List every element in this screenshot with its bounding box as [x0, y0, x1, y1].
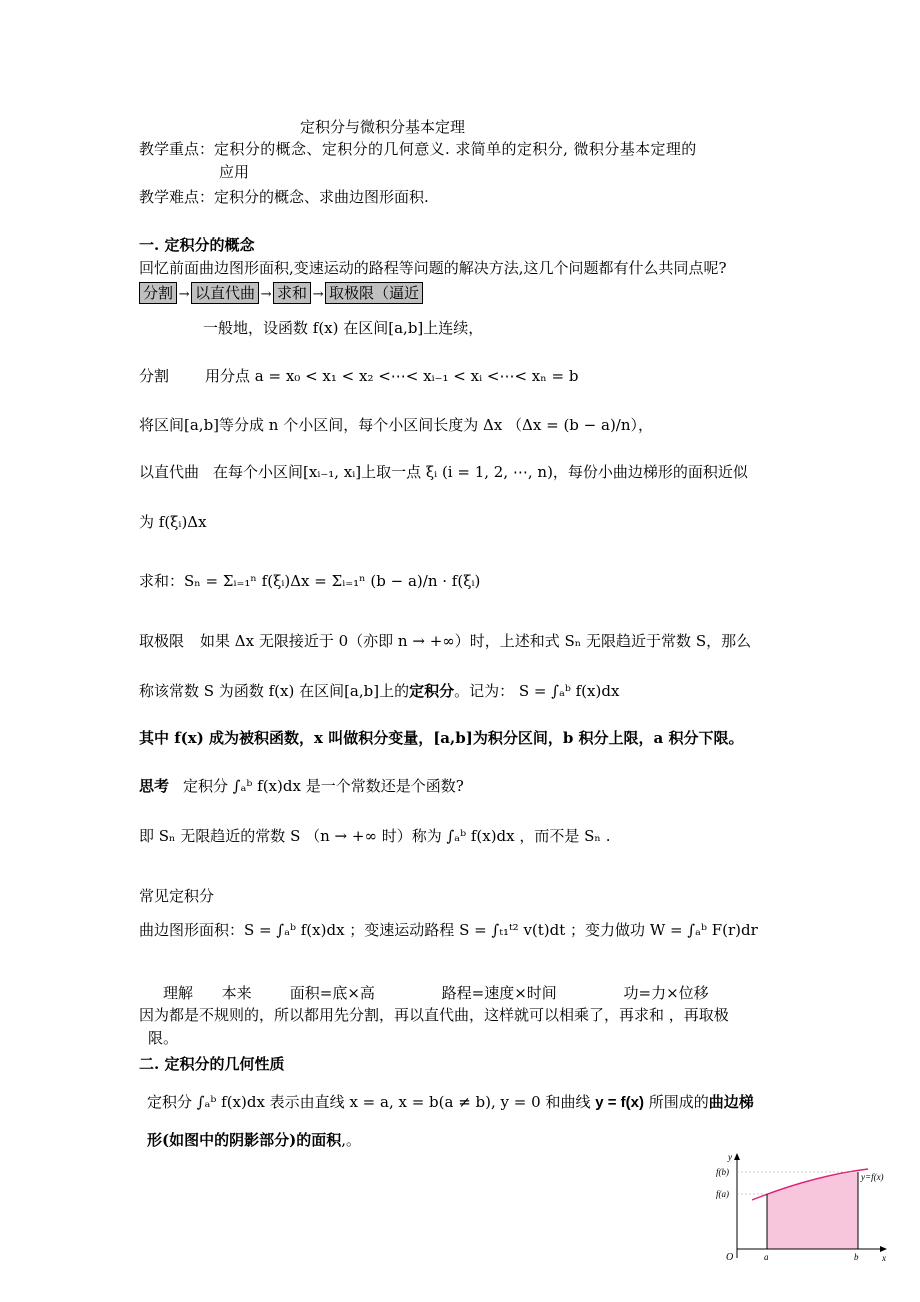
- limit-row: [139, 631, 751, 651]
- flow-step-sum: 求和: [273, 282, 311, 304]
- reason-continued: 限。: [148, 1029, 179, 1047]
- y-axis-arrow-icon: [734, 1153, 740, 1160]
- partition-label: 分割: [139, 367, 170, 385]
- limit-label: 取极限: [139, 632, 185, 650]
- origin-label: O: [726, 1252, 734, 1263]
- x-axis-arrow-icon: [880, 1246, 887, 1252]
- think-question: 定积分 ∫ₐᵇ f(x)dx 是一个常数还是个函数?: [183, 777, 464, 795]
- flow-arrow-icon: →: [178, 287, 190, 302]
- flow-arrow-icon: →: [312, 287, 324, 302]
- definition-text: 称该常数 S 为函数 f(x) 在区间[a,b]上的: [139, 682, 410, 700]
- terms-statement: 其中 f(x) 成为被积函数，x 叫做积分变量，[a,b]为积分区间，b 积分上限，a 积分下限。: [139, 729, 744, 747]
- x-axis-label: x: [882, 1253, 886, 1263]
- common-integrals: 曲边图形面积：S = ∫ₐᵇ f(x)dx ；变速运动路程 S = ∫ₜ₁ᵗ² v(t)dt ；变力做功 W = ∫ₐᵇ F(r)dr: [139, 921, 758, 939]
- flow-step-approximate: 以直代曲: [191, 282, 259, 304]
- partition-formula: 用分点 a = x₀ < x₁ < x₂ <⋯< xᵢ₋₁ < xᵢ <⋯< xₙ = b: [205, 367, 579, 385]
- geometry-mid: 所围成的: [643, 1093, 709, 1111]
- curve-label: y=f(x): [861, 1172, 884, 1182]
- section1-heading: 一. 定积分的概念: [139, 236, 255, 254]
- geometry-term: 曲边梯: [708, 1093, 754, 1111]
- flow-arrow-icon: →: [260, 287, 272, 302]
- partition-row: [139, 366, 578, 386]
- difficulties-row: [139, 187, 429, 207]
- sum-formula: 求和：Sₙ = Σᵢ₌₁ⁿ f(ξᵢ)Δx = Σᵢ₌₁ⁿ (b − a)/n · f(ξᵢ): [139, 572, 481, 590]
- section2-heading: 二. 定积分的几何性质: [139, 1055, 285, 1073]
- think-answer: 即 Sₙ 无限趋近的常数 S （n → +∞ 时）称为 ∫ₐᵇ f(x)dx ，而不是 Sₙ .: [139, 827, 611, 845]
- limit-text: 如果 Δx 无限接近于 0（亦即 n → +∞）时，上述和式 Sₙ 无限趋近于常数 S，那么: [200, 632, 752, 650]
- approximate-row: [139, 462, 748, 482]
- geometry-curve: y = f(x): [595, 1094, 644, 1111]
- approximate-text: 在每个小区间[xᵢ₋₁, xᵢ]上取一点 ξᵢ (i = 1, 2, ⋯, n)，每份小曲边梯形的面积近似: [213, 463, 748, 481]
- think-label: 思考: [139, 777, 170, 795]
- approximate-continued: 为 f(ξᵢ)Δx: [139, 513, 207, 531]
- b-tick-label: b: [854, 1252, 859, 1262]
- definition-notation: 。记为： S = ∫ₐᵇ f(x)dx: [454, 682, 620, 700]
- recall-paragraph: 回忆前面曲边图形面积,变速运动的路程等问题的解决方法,这几个问题都有什么共同点呢?: [139, 259, 727, 277]
- fa-label: f(a): [716, 1189, 729, 1199]
- key-points-text: 定积分的概念、定积分的几何意义. 求简单的定积分, 微积分基本定理的: [214, 140, 697, 158]
- think-row: [139, 776, 464, 796]
- reason-line: 因为都是不规则的，所以都用先分割，再以直代曲，这样就可以相乘了，再求和 ，再取极: [139, 1006, 729, 1024]
- general-statement: 一般地，设函数 f(x) 在区间[a,b]上连续，: [203, 319, 484, 337]
- integral-area-figure: [712, 1150, 894, 1265]
- difficulties-label: 教学难点：: [139, 188, 215, 206]
- understanding-row: 理解 本来 面积=底×高 路程=速度×时间 功=力×位移: [163, 984, 709, 1002]
- common-heading: 常见定积分: [139, 887, 215, 905]
- geometry-end: ,。: [341, 1131, 361, 1149]
- geometry-continued: [147, 1130, 361, 1150]
- approximate-label: 以直代曲: [139, 463, 200, 481]
- flow-step-limit: 取极限（逼近: [325, 282, 423, 304]
- y-axis-label: y: [728, 1152, 732, 1162]
- key-points-continued: 应用: [219, 163, 250, 181]
- flow-step-partition: 分割: [139, 282, 177, 304]
- flow-diagram: [139, 282, 423, 305]
- geometry-row: [147, 1092, 754, 1113]
- difficulties-text: 定积分的概念、求曲边图形面积.: [214, 188, 429, 206]
- key-points-row: [139, 139, 697, 159]
- definition-term: 定积分: [409, 682, 455, 700]
- geometry-text: 定积分 ∫ₐᵇ f(x)dx 表示由直线 x = a, x = b(a ≠ b), y = 0 和曲线: [147, 1093, 596, 1111]
- fb-label: f(b): [716, 1167, 729, 1177]
- document-title: 定积分与微积分基本定理: [300, 118, 466, 136]
- a-tick-label: a: [764, 1252, 769, 1262]
- geometry-term-continued: 形(如图中的阴影部分)的面积: [147, 1131, 342, 1149]
- key-points-label: 教学重点：: [139, 140, 215, 158]
- definition-row: [139, 681, 619, 701]
- divide-statement: 将区间[a,b]等分成 n 个小区间，每个小区间长度为 Δx （Δx = (b − a)/n），: [139, 416, 654, 434]
- shaded-area: [767, 1172, 858, 1249]
